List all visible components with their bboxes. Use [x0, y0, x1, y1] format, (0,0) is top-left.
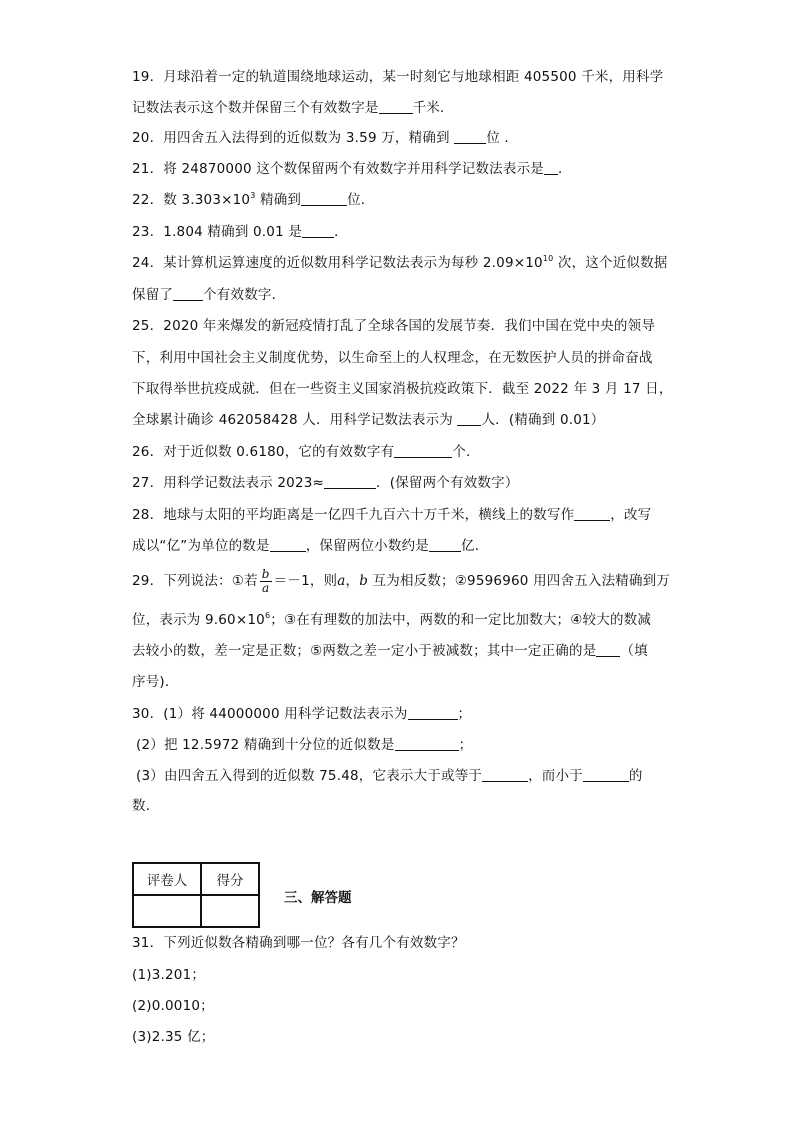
section-heading-3: 三、解答题 — [284, 890, 352, 906]
q27-text-a: 27．用科学记数法表示 2023≈ — [132, 475, 325, 491]
score-table-header-score: 得分 — [201, 863, 259, 895]
q22-text-a: 22．数 3.303×10 — [132, 192, 251, 208]
score-table-cell-grader[interactable] — [133, 895, 201, 927]
q29-text-b: ＝－1，则 — [273, 573, 338, 589]
q22-text-b: 精确到 — [255, 192, 302, 208]
q28-text-2a: 成以“亿”为单位的数是 — [132, 538, 270, 554]
answer-blank-28a[interactable] — [574, 506, 610, 521]
answer-blank-22[interactable] — [301, 191, 347, 206]
q25-text-3: 下取得举世抗疫成就．但在一些资主义国家消极抗疫政策下．截至 2022 年 3 月 17 日， — [132, 381, 673, 397]
question-24-line-2 — [132, 286, 285, 304]
q29-text-c: 互为相反数；②9596960 用四舍五入法精确到万 — [368, 573, 671, 589]
question-19-line-2 — [132, 99, 454, 117]
question-20 — [132, 129, 518, 147]
question-28-line-1 — [132, 506, 651, 524]
answer-blank-19[interactable] — [379, 99, 413, 114]
q30-text-3d: 数． — [132, 798, 160, 814]
variable-a: a — [337, 573, 346, 589]
q31-item-1-text: (1)3.201； — [132, 967, 206, 983]
q31-item-3-text: (3)2.35 亿； — [132, 1029, 215, 1045]
question-30-part-3 — [136, 767, 643, 785]
q21-text-a: 21．将 24870000 这个数保留两个有效数字并用科学记数法表示是 — [132, 161, 544, 177]
answer-blank-26[interactable] — [394, 443, 452, 458]
question-21 — [132, 160, 572, 178]
answer-blank-29[interactable] — [596, 642, 620, 657]
q25-text-4b: 人．(精确到 0.01） — [481, 412, 605, 428]
q29-text-4: 序号)． — [132, 674, 179, 690]
question-19-line-1 — [132, 68, 663, 86]
question-30-part-2 — [136, 736, 472, 754]
variable-b: b — [359, 573, 369, 589]
q29-text-3b: （填 — [620, 643, 648, 659]
answer-blank-30-3b[interactable] — [583, 767, 629, 782]
question-25-line-2 — [132, 349, 653, 367]
question-31-item-3 — [132, 1028, 214, 1046]
score-table — [132, 862, 260, 928]
answer-blank-21[interactable] — [544, 160, 558, 175]
q31-text: 31．下列近似数各精确到哪一位？各有几个有效数字？ — [132, 935, 465, 951]
q23-text-a: 23．1.804 精确到 0.01 是 — [132, 224, 303, 240]
question-23 — [132, 223, 348, 241]
question-29-line-4 — [132, 673, 179, 691]
q28-text-2c: 亿． — [461, 538, 489, 554]
score-table-cell-score[interactable] — [201, 895, 259, 927]
q24-text-2a: 保留了 — [132, 287, 174, 303]
answer-blank-28b[interactable] — [270, 537, 306, 552]
answer-blank-30-2[interactable] — [395, 736, 459, 751]
answer-blank-20[interactable] — [454, 129, 486, 144]
question-29-line-1 — [132, 566, 670, 596]
q22-text-c: 位． — [347, 192, 375, 208]
q29-text-2b: ；③在有理数的加法中，两数的和一定比加数大；④较大的数减 — [270, 612, 652, 628]
q29-text-a: 29．下列说法：①若 — [132, 573, 258, 589]
fraction-denominator: a — [262, 580, 270, 595]
q28-text-1a: 28．地球与太阳的平均距离是一亿四千九百六十万千米，横线上的数写作 — [132, 507, 575, 523]
q24-text-b: 次，这个近似数据 — [553, 255, 668, 271]
q24-text-a: 24．某计算机运算速度的近似数用科学记数法表示为每秒 2.09×10 — [132, 255, 543, 271]
q26-text-a: 26．对于近似数 0.6180，它的有效数字有 — [132, 444, 395, 460]
question-29-line-2 — [132, 611, 651, 629]
q28-text-2b: ，保留两位小数约是 — [305, 538, 429, 554]
q30-text-2b: ； — [458, 737, 473, 753]
answer-blank-27[interactable] — [324, 474, 376, 489]
q20-text-b: 位 ． — [486, 130, 519, 146]
q19-text-2b: 千米． — [412, 100, 454, 116]
question-30-part-1 — [132, 705, 471, 723]
q30-text-3c: 的 — [628, 768, 643, 784]
question-31-item-1 — [132, 966, 205, 984]
question-25-line-3 — [132, 380, 673, 398]
question-25-line-4 — [132, 411, 605, 429]
q25-text-1: 25．2020 年来爆发的新冠疫情打乱了全球各国的发展节奏．我们中国在党中央的领导 — [132, 318, 656, 334]
question-24-line-1 — [132, 254, 668, 272]
q24-exponent: 10 — [542, 254, 554, 263]
q25-text-2: 下，利用中国社会主义制度优势，以生命至上的人权理念，在无数医护人员的拼命奋战 — [132, 350, 653, 366]
q30-text-1a: 30．(1）将 44000000 用科学记数法表示为 — [132, 706, 408, 722]
question-22 — [132, 191, 375, 209]
q30-text-2a: (2）把 12.5972 精确到十分位的近似数是 — [136, 737, 395, 753]
q30-text-3b: ，而小于 — [528, 768, 583, 784]
question-31-item-2 — [132, 997, 214, 1015]
answer-blank-30-1[interactable] — [408, 705, 458, 720]
q31-item-2-text: (2)0.0010； — [132, 998, 214, 1014]
fraction-b-over-a — [260, 568, 272, 595]
fraction-numerator: b — [261, 566, 270, 581]
question-31-title — [132, 934, 465, 952]
question-25-line-1 — [132, 317, 655, 335]
question-28-line-2 — [132, 537, 488, 555]
q20-text-a: 20．用四舍五入法得到的近似数为 3.59 万，精确到 — [132, 130, 455, 146]
q30-text-3a: (3）由四舍五入得到的近似数 75.48，它表示大于或等于 — [136, 768, 483, 784]
q28-text-1b: ，改写 — [610, 507, 652, 523]
q29-text-3a: 去较小的数，差一定是正数；⑤两数之差一定小于被减数；其中一定正确的是 — [132, 643, 597, 659]
q19-text-2a: 记数法表示这个数并保留三个有效数字是 — [132, 100, 379, 116]
q26-text-b: 个． — [452, 444, 480, 460]
q29-comma: ， — [345, 573, 360, 589]
q29-exponent: 6 — [264, 611, 271, 620]
q29-text-2a: 位，表示为 9.60×10 — [132, 612, 265, 628]
question-26 — [132, 443, 480, 461]
question-30-part-3-cont — [132, 797, 159, 815]
q30-text-1b: ； — [457, 706, 472, 722]
q22-exponent: 3 — [250, 191, 256, 200]
score-table-header-grader: 评卷人 — [133, 863, 201, 895]
answer-blank-25[interactable] — [457, 411, 481, 426]
q19-text: 19．月球沿着一定的轨道围绕地球运动，某一时刻它与地球相距 405500 千米，用科学 — [132, 69, 664, 85]
answer-blank-30-3a[interactable] — [482, 767, 528, 782]
answer-blank-23[interactable] — [302, 223, 334, 238]
q24-text-2b: 个有效数字． — [203, 287, 286, 303]
q25-text-4a: 全球累计确诊 462058428 人．用科学记数法表示为 — [132, 412, 458, 428]
question-29-line-3 — [132, 642, 648, 660]
answer-blank-24[interactable] — [173, 286, 203, 301]
q23-text-b: ． — [334, 224, 348, 240]
q27-text-b: ．(保留两个有效数字） — [376, 475, 519, 491]
answer-blank-28c[interactable] — [429, 537, 461, 552]
q21-text-b: ． — [557, 161, 572, 177]
question-27 — [132, 474, 519, 492]
